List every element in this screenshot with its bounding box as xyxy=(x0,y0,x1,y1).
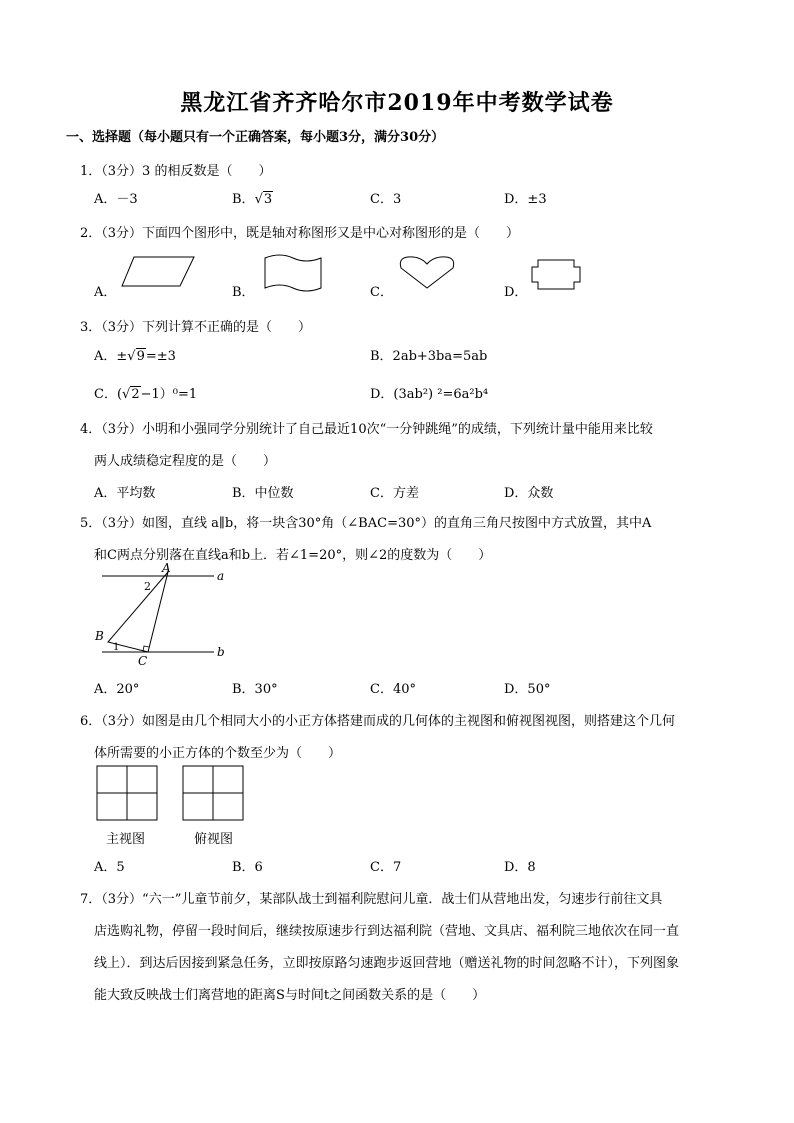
q5-option-a: A．20° xyxy=(94,682,140,697)
q4-option-c: C．方差 xyxy=(370,486,419,501)
q3-option-b: B．2ab+3ba=5ab xyxy=(370,349,488,364)
q2-option-a: A． xyxy=(94,285,117,300)
page-title: 黑龙江省齐齐哈尔市2019年中考数学试卷 xyxy=(180,90,614,116)
q4-option-a: A．平均数 xyxy=(94,486,156,501)
q1-option-c: C．3 xyxy=(370,192,402,207)
question-1-stem: 1．（3分）3 的相反数是（ ） xyxy=(80,164,272,179)
wavy-flag-figure xyxy=(262,252,324,294)
q5-option-b: B．30° xyxy=(232,682,278,697)
question-5-stem-line-2: 和C两点分别落在直线a和b上．若∠1=20°，则∠2的度数为（ ） xyxy=(94,548,492,563)
triangle-abc xyxy=(108,572,168,652)
question-3-stem: 3．（3分）下列计算不正确的是（ ） xyxy=(80,320,312,335)
parallel-lines-triangle-figure xyxy=(90,562,240,668)
question-7-stem-line-3: 线上）．到达后因接到紧急任务，立即按原路匀速跑步返回营地（赠送礼物的时间忽略不计），下列图象 xyxy=(94,956,680,971)
question-2-stem: 2．（3分）下面四个图形中，既是轴对称图形又是中心对称图形的是（ ） xyxy=(80,226,520,241)
question-4-stem-line-2: 两人成绩稳定程度的是（ ） xyxy=(94,454,277,469)
q5-option-d: D．50° xyxy=(504,682,551,697)
q5-option-c: C．40° xyxy=(370,682,416,697)
top-view-grid xyxy=(182,765,244,821)
front-view-label: 主视图 xyxy=(106,832,146,847)
section-heading: 一、选择题（每小题只有一个正确答案，每小题3分，满分30分） xyxy=(66,130,445,145)
q3-option-d: D．(3ab²) ²=6a²b⁴ xyxy=(370,387,489,402)
label-a: a xyxy=(217,569,225,583)
question-5-stem-line-1: 5．（3分）如图，直线 a∥b，将一块含30°角（∠BAC=30°）的直角三角尺按图中方式放置，其中A xyxy=(80,516,652,531)
q6-option-d: D．8 xyxy=(504,860,536,875)
label-angle-2: 2 xyxy=(144,580,151,593)
label-A: A xyxy=(162,562,171,575)
q3-option-a: A．±√9=±3 xyxy=(94,349,176,364)
question-7-stem-line-2: 店选购礼物，停留一段时间后，继续按原速步行到达福利院（营地、文具店、福利院三地依次在同一直 xyxy=(94,924,680,939)
q1-option-d: D．±3 xyxy=(504,192,547,207)
top-view-label: 俯视图 xyxy=(194,832,234,847)
q1-option-a: A．－3 xyxy=(94,192,138,207)
heart-figure xyxy=(396,254,458,292)
q1-option-b: B．√3 xyxy=(232,192,273,207)
q6-option-a: A．5 xyxy=(94,860,125,875)
label-b: b xyxy=(217,645,225,659)
parallelogram-figure xyxy=(120,254,196,290)
q4-option-b: B．中位数 xyxy=(232,486,294,501)
front-view-grid xyxy=(96,765,158,821)
question-6-stem-line-1: 6．（3分）如图是由几个相同大小的小正方体搭建而成的几何体的主视图和俯视图视图，则搭建这个几何 xyxy=(80,714,676,729)
question-7-stem-line-1: 7．（3分）“六一”儿童节前夕，某部队战士到福利院慰问儿童．战士们从营地出发，匀速步行前往文具 xyxy=(80,892,663,907)
q4-option-d: D．众数 xyxy=(504,486,554,501)
cross-shape-figure xyxy=(530,258,582,292)
q6-option-b: B．6 xyxy=(232,860,263,875)
label-C: C xyxy=(138,654,148,668)
q3-option-c: C．(√2−1）⁰=1 xyxy=(94,387,198,402)
label-B: B xyxy=(95,629,104,643)
question-7-stem-line-4: 能大致反映战士们离营地的距离S与时间t之间函数关系的是（ ） xyxy=(94,988,486,1003)
question-4-stem-line-1: 4．（3分）小明和小强同学分别统计了自己最近10次“一分钟跳绳”的成绩，下列统计量中能用来比较 xyxy=(80,422,653,437)
question-6-stem-line-2: 体所需要的小正方体的个数至少为（ ） xyxy=(94,746,342,761)
label-angle-1: 1 xyxy=(113,642,120,653)
q2-option-c: C． xyxy=(370,285,393,300)
q2-option-b: B． xyxy=(232,285,255,300)
q2-option-d: D． xyxy=(504,285,528,300)
q6-option-c: C．7 xyxy=(370,860,402,875)
